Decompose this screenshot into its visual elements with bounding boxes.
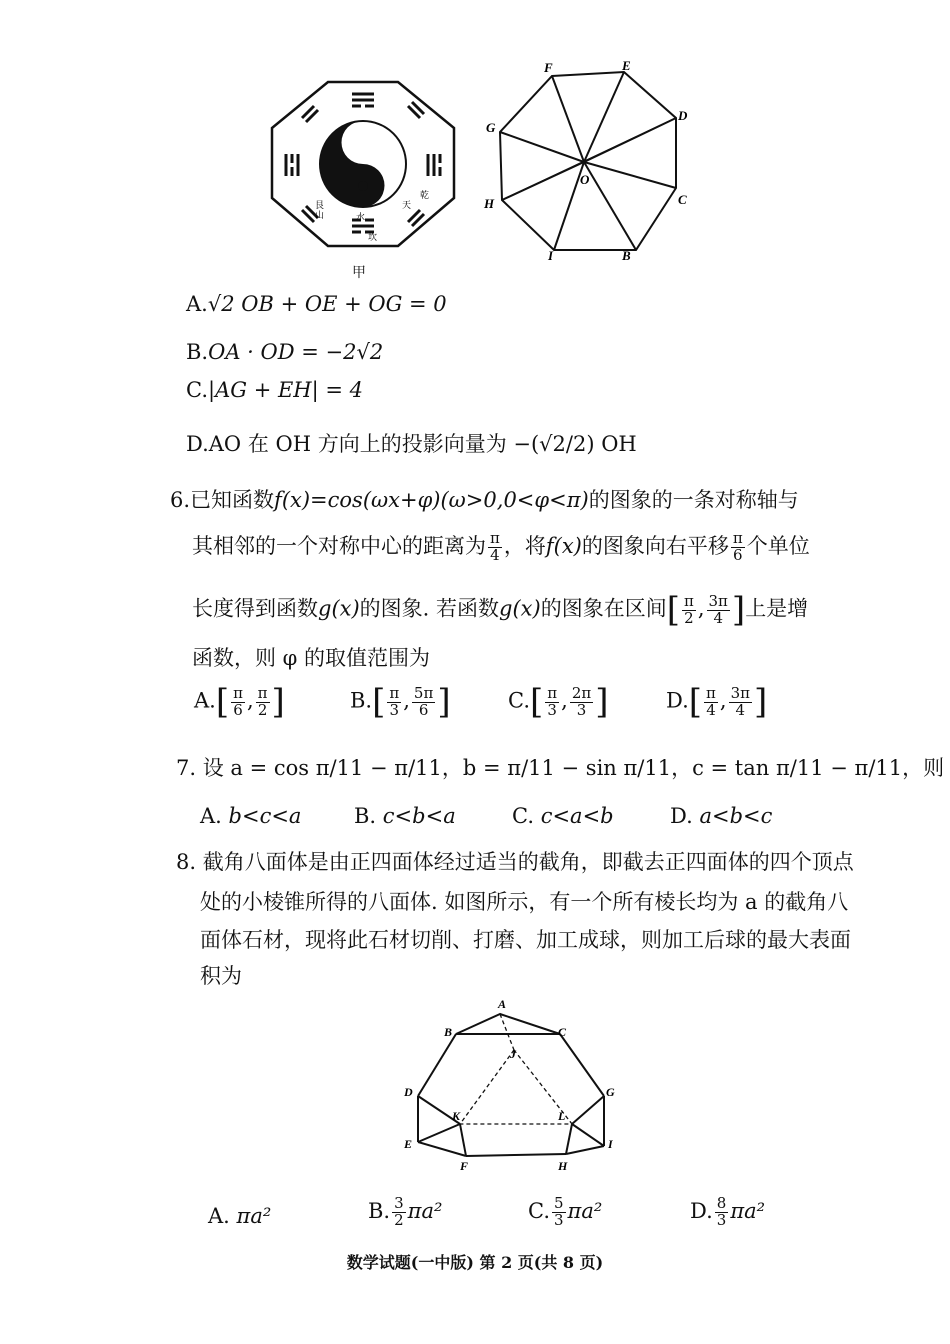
q5-option-d: D.AO 在 OH 方向上的投影向量为 −(√2/2) OH	[186, 432, 637, 456]
bagua-figure	[268, 80, 458, 250]
vertex-label: B	[622, 248, 631, 263]
bagua-char: 乾	[420, 190, 430, 200]
q6-option-c: C.[ $\frac{\pi}{3}$ , $\frac{2\pi}{3}$ ]	[508, 682, 609, 722]
q8-line1: 8. 截角八面体是由正四面体经过适当的截角，即截去正四面体的四个顶点	[176, 850, 854, 874]
q5-option-b: B.OA · OD = −2√2	[186, 340, 384, 364]
vertex-label: J	[510, 1047, 516, 1061]
vertex-label: G	[606, 1085, 615, 1099]
bagua-char: 艮	[315, 200, 325, 210]
vertex-label: I	[548, 248, 554, 263]
q8-option-b: B. $\frac{3}{2}$ πa²	[368, 1194, 443, 1229]
q7-option-c: C. c<a<b	[512, 804, 614, 828]
q7-option-b: B. c<b<a	[354, 804, 456, 828]
vertex-label: I	[608, 1137, 613, 1151]
q5-option-a: A.√2 OB + OE + OG = 0	[186, 292, 447, 316]
q6-option-a: A.[ $\frac{\pi}{6}$ , $\frac{\pi}{2}$ ]	[194, 682, 285, 722]
vertex-label: E	[404, 1137, 413, 1151]
vertex-label: D	[678, 108, 688, 123]
bagua-char: 坎	[368, 232, 378, 242]
q8-option-a: A. πa²	[208, 1204, 272, 1228]
bagua-char: 天	[402, 200, 412, 210]
q8-option-d: D. $\frac{8}{3}$ πa²	[690, 1194, 766, 1229]
bagua-char: 水	[356, 212, 366, 222]
q6-option-b: B.[ $\frac{\pi}{3}$ , $\frac{5\pi}{6}$ ]	[350, 682, 451, 722]
q6-line1: 6.已知函数f(x)=cos(ωx+φ)(ω>0,0<φ<π)的图象的一条对称轴与	[170, 488, 799, 512]
page-footer: 数学试题(一中版) 第 2 页(共 8 页)	[346, 1253, 604, 1272]
q6-line2: 其相邻的一个对称中心的距离为 $\frac{\pi}{4}$ ，将f(x)的图象向右平移 $\frac{\pi}{6}$ 个单位	[192, 529, 810, 564]
vertex-label: C	[678, 192, 687, 207]
vertex-label: C	[558, 1025, 567, 1039]
octagon-figure	[480, 58, 700, 268]
vertex-label: A	[498, 997, 507, 1011]
bagua-char: 山	[315, 210, 325, 220]
q5-option-c: C.|AG + EH| = 4	[186, 378, 363, 402]
truncated-octahedron-figure	[400, 996, 630, 1176]
q7-option-a: A. b<c<a	[200, 804, 302, 828]
vertex-label: L	[558, 1109, 566, 1123]
q7-stem: 7. 设 a = cos π/11 − π/11，b = π/11 − sin π/11，c = tan π/11 − π/11，则	[176, 756, 945, 780]
vertex-label: F	[460, 1159, 469, 1173]
vertex-label: H	[484, 196, 495, 211]
q8-option-c: C. $\frac{5}{3}$ πa²	[528, 1194, 603, 1229]
q8-line3: 面体石材，现将此石材切削、打磨、加工成球，则加工后球的最大表面	[200, 928, 851, 952]
figure-caption: 甲	[352, 265, 366, 281]
q8-line2: 处的小棱锥所得的八面体. 如图所示，有一个所有棱长均为 a 的截角八	[200, 890, 849, 914]
vertex-label: G	[486, 120, 496, 135]
q6-option-d: D.[ $\frac{\pi}{4}$ , $\frac{3\pi}{4}$ ]	[666, 682, 768, 722]
vertex-label: H	[558, 1159, 568, 1173]
vertex-label: E	[622, 58, 631, 73]
q7-option-d: D. a<b<c	[670, 804, 773, 828]
vertex-label: D	[404, 1085, 413, 1099]
vertex-label: O	[580, 172, 590, 187]
q8-line4: 积为	[200, 964, 242, 988]
vertex-label: B	[444, 1025, 453, 1039]
vertex-label: F	[544, 60, 553, 75]
vertex-label: K	[452, 1109, 461, 1123]
q6-line4: 函数，则 φ 的取值范围为	[192, 646, 431, 670]
q6-line3: 长度得到函数g(x)的图象. 若函数g(x)的图象在区间[ $\frac{\pi}{2}$ , $\frac{3\pi}{4}$ ]上是增	[192, 590, 809, 630]
